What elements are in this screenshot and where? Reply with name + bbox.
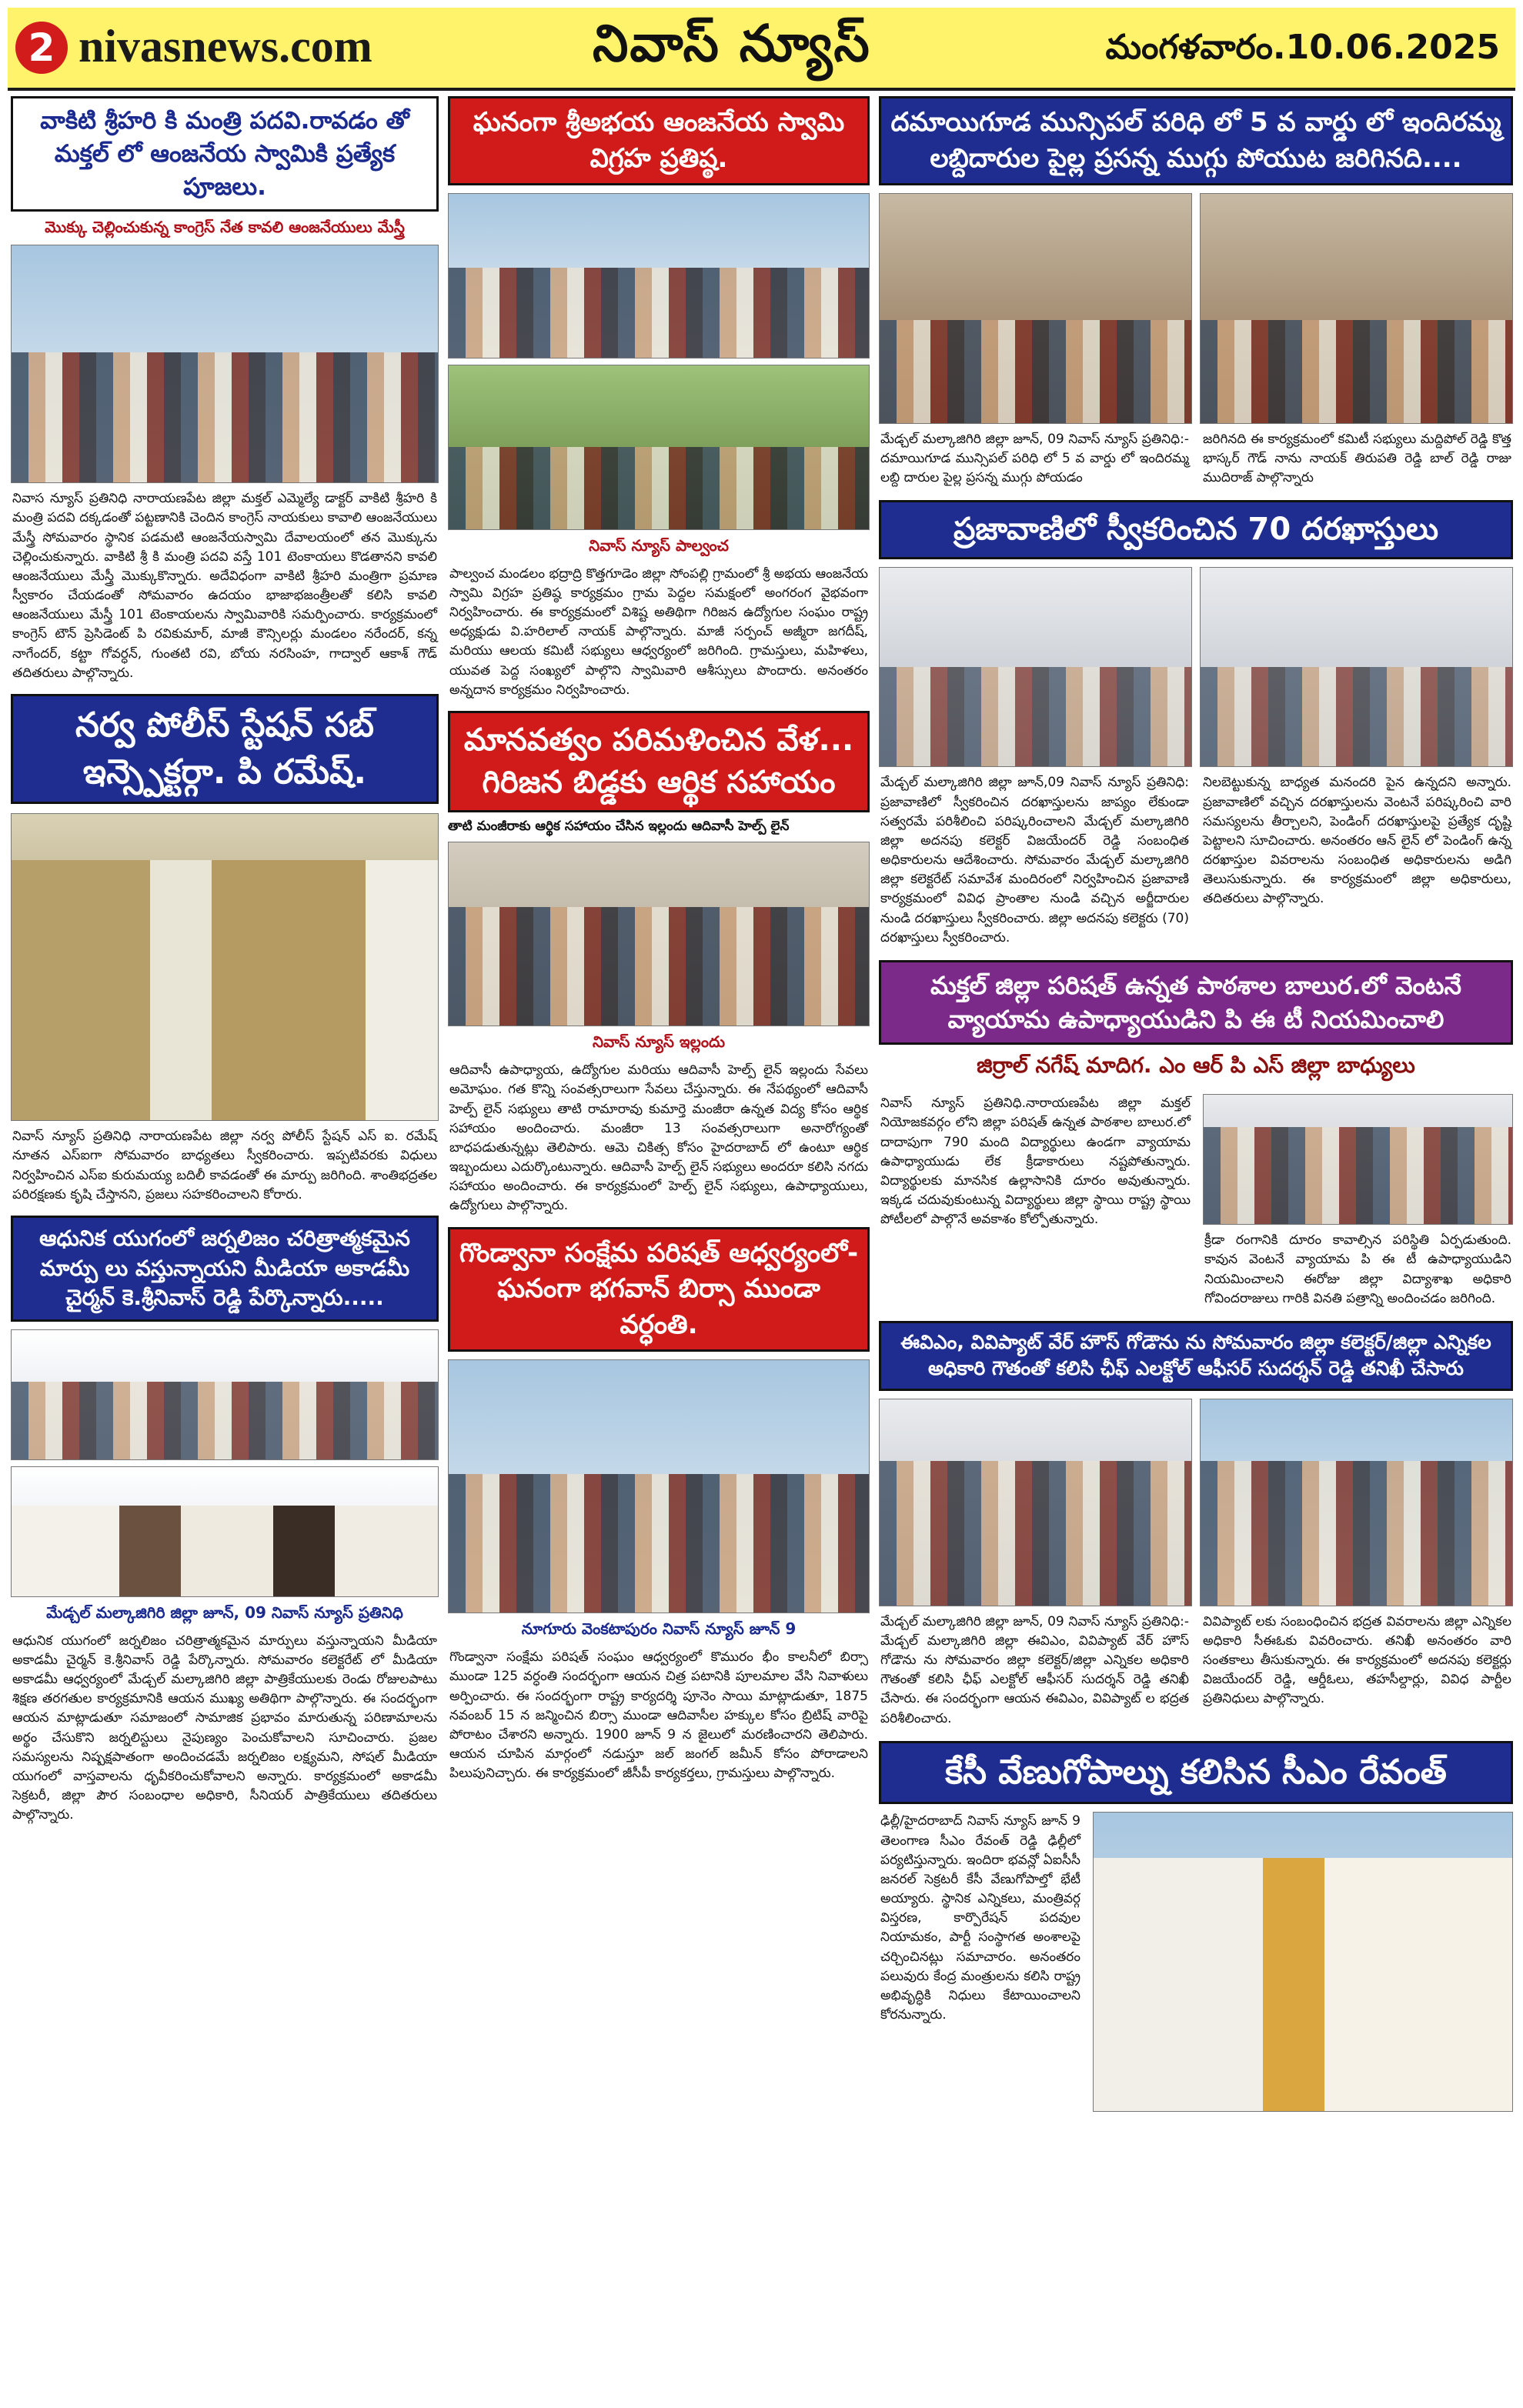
page-number: 2	[15, 22, 68, 74]
column-2	[448, 96, 870, 1791]
article-8-photo-1	[879, 567, 1192, 767]
article-9-body-right: క్రీడా రంగానికి దూరం కావాల్సిన పరిస్థితి ఏర్పడుతుంది. కావున వెంటనే వ్యాయామ పి ఈ టీ ఉపాధ్యాయుడిని నియమించాలని ఈరోజు జిల్లా విద్యాశాఖ అధికారి గోవిందరాజులు గారికి వినతి పత్రాన్ని అందించడం జరిగింది.	[1204, 1232, 1511, 1306]
article-7-body-left: మేడ్చల్ మల్కాజిగిరి జిల్లా జూన్, 09 నివాస్ న్యూస్ ప్రతినిధి:- దమాయిగూడ మున్సిపల్ పరిధి లో 5 వ వార్డు లో ఇందిరమ్మ లబ్ది దారుల పైల్ల ప్రసన్న ముగ్గు పోయడం	[880, 431, 1189, 486]
article-8-headline: ప్రజావాణిలో స్వీకరించిన 70 దరఖాస్తులు	[879, 500, 1513, 559]
article-10-photo-2	[1200, 1399, 1513, 1606]
article-11-body: ఢిల్లీ/హైదరాబాద్ నివాస్ న్యూస్ జూన్ 9 తెలంగాణ సీఎం రేవంత్ రెడ్డి ఢిల్లీలో పర్యటిస్తున్నారు. ఇందిరా భవన్లో ఏఐసీసీ జనరల్ సెక్రటరీ కేసీ వేణుగోపాల్తో భేటీ అయ్యారు. స్థానిక ఎన్నికలు, మంత్రివర్గ విస్తరణ, కార్పొరేషన్ పదవుల నియామకం, పార్టీ సంస్థాగత అంశాలపై చర్చించినట్లు సమాచారం. అనంతరం పలువురు కేంద్ర మంత్రులను కలిసి రాష్ట్ర అభివృద్ధికి నిధులు కేటాయించాలని కోరనున్నారు.	[880, 1813, 1080, 2023]
article-10-body-left: మేడ్చల్ మల్కాజిగిరి జిల్లా జూన్, 09 నివాస్ న్యూస్ ప్రతినిధి:- మేడ్చల్ మల్కాజిగిరి జిల్లా ఈవిఎం, వివిప్యాట్ వేర్ హౌస్ గోడౌను ను సోమవారం జిల్లా కలెక్టర్/జిల్లా ఎన్నికల అధికారి గౌతంతో కలిసి ఛీఫ్ ఎలక్టోల్ ఆఫీసర్ సుదర్శన్ రెడ్డి తనిఖీ చేసారు. ఈ సందర్భంగా ఆయన ఈవిఎం, వివిప్యాట్ ల భద్రత పరిశీలించారు.	[880, 1613, 1189, 1726]
article-10-photo-1	[879, 1399, 1192, 1606]
article-10-photos	[879, 1399, 1513, 1606]
article-7-photo-1	[879, 193, 1192, 424]
article-6-photo	[448, 1359, 870, 1613]
article-3-photo-1	[11, 1329, 439, 1460]
article-8-body-right: నిలబెట్టుకున్న బాధ్యత మనందరి పైన ఉన్నదని అన్నారు. ప్రజావాణిలో వచ్చిన దరఖాస్తులను వెంటనే పరిష్కరించి వారి సమస్యలను తీర్చాలని, పెండింగ్ దరఖాస్తులపై ప్రత్యేక దృష్టి పెట్టాలని సూచించారు. అనంతరం ఆన్ లైన్ లో పెండింగ్ ఉన్న దరఖాస్తుల వివరాలను సంబంధిత అధికారులను అడిగి తెలుసుకున్నారు. ఈ కార్యక్రమంలో జిల్లా అధికారులు, తదితరులు పాల్గొన్నారు.	[1203, 775, 1511, 907]
article-7-body-right: జరిగినది ఈ కార్యక్రమంలో కమిటీ సభ్యులు మద్దిపోల్ రెడ్డి కొత్త భాస్కర్ గౌడ్ నాను నాయక్ తిరుపతి రెడ్డి బాల్ రెడ్డి రాజు ముదిరాజ్ పాల్గొన్నారు	[1203, 431, 1511, 486]
article-4-body: పాల్వంచ మండలం భద్రాద్రి కొత్తగూడెం జిల్లా సోంపల్లి గ్రామంలో శ్రీ అభయ ఆంజనేయ స్వామి విగ్రహ ప్రతిష్ఠ కార్యక్రమం గ్రామ పెద్దల సమక్షంలో అంగరంగ వైభవంగా నిర్వహించారు. ఈ కార్యక్రమంలో విశిష్ట అతిథిగా గిరిజన ఉద్యోగుల సంఘం రాష్ట్ర అధ్యక్షుడు వి.హరిలాల్ నాయక్ పాల్గొన్నారు. మాజీ సర్పంచ్ అజ్మీరా జగదీష్, మరియు ఆలయ కమిటీ సభ్యులు ఆధ్వర్యంలో జరిగింది. గ్రామస్తులు, మహిళలు, యువత పెద్ద సంఖ్యలో పాల్గొని స్వామివారి ఆశీస్సులు పొందారు. అనంతరం అన్నదాన కార్యక్రమం నిర్వహించారు.	[449, 565, 868, 698]
article-7-photo-2	[1200, 193, 1513, 424]
article-1-caption: మొక్కు చెల్లించుకున్న కాంగ్రెస్ నేత కావలి ఆంజనేయులు మేస్త్రీ	[45, 218, 405, 237]
article-7-headline: దమాయిగూడ మున్సిపల్ పరిధి లో 5 వ వార్డు లో ఇందిరమ్మ లబ్దిదారుల పైల్ల ప్రసన్న ముగ్గు పోయుట జరిగినది....	[879, 96, 1513, 185]
article-6-caption: నూగూరు వెంకటాపురం నివాస్ న్యూస్ జూన్ 9	[521, 1619, 797, 1639]
issue-date: మంగళవారం.10.06.2025	[1105, 28, 1500, 67]
article-3-caption: మేడ్చల్ మల్కాజిగిరి జిల్లా జూన్, 09 నివాస్ న్యూస్ ప్రతినిధి	[46, 1603, 403, 1622]
article-8-photos	[879, 567, 1513, 767]
article-5-photo	[448, 842, 870, 1026]
article-11-photo	[1093, 1812, 1513, 2112]
article-1-photo	[11, 245, 439, 483]
article-5-headline: మానవత్వం పరిమళించిన వేళ... గిరిజన బిడ్డకు ఆర్థిక సహాయం	[448, 711, 870, 812]
article-10-headline: ఈవిఎం, వివిప్యాట్ వేర్ హౌస్ గోడౌను ను సోమవారం జిల్లా కలెక్టర్/జిల్లా ఎన్నికల అధికారి గౌతంతో కలిసి ఛీఫ్ ఎలక్టోల్ ఆఫీసర్ సుదర్శన్ రెడ్డి తనిఖీ చేసారు	[879, 1321, 1513, 1391]
article-2-headline: నర్వ పోలీస్ స్టేషన్ సబ్ ఇన్స్పెక్టర్గా. పి రమేష్.	[11, 694, 439, 804]
article-3-body: ఆధునిక యుగంలో జర్నలిజం చరిత్రాత్మకమైన మార్పులు వస్తున్నాయని మీడియా అకాడమీ చైర్మన్ కె.శ్రీనివాస్ రెడ్డి పేర్కొన్నారు. సోమవారం కలెక్టరేట్ లో మీడియా అకాడమీ ఆధ్వర్యంలో మేడ్చల్ మల్కాజిగిరి జిల్లా పాత్రికేయులకు రెండు రోజులపాటు శిక్షణ తరగతుల కార్యక్రమానికి ఆయన ముఖ్య అతిథిగా పాల్గొన్నారు. ఈ సందర్భంగా ఆయన మాట్లాడుతూ సమాజంలో సామాజిక ప్రభావం మారుతున్న పరిణామాలను అర్థం చేసుకొని జర్నలిస్టులు నైపుణ్యం పెంచుకోవాలని సూచించారు. ప్రజల సమస్యలను నిష్పక్షపాతంగా అందించడమే జర్నలిజం లక్ష్యమని, సోషల్ మీడియా యుగంలో వాస్తవాలను ధృవీకరించుకోవాలని అన్నారు. కార్యక్రమంలో అకాడమీ సెక్రటరీ, జిల్లా పౌర సంబంధాల అధికారి, సీనియర్ పాత్రికేయులు తదితరులు పాల్గొన్నారు.	[12, 1633, 437, 1823]
column-3	[879, 96, 1513, 2112]
article-8-photo-2	[1200, 567, 1513, 767]
article-6-headline: గొండ్వానా సంక్షేమ పరిషత్ ఆధ్వర్యంలో- ఘనంగా భగవాన్ బిర్సా ముండా వర్ధంతి.	[448, 1227, 870, 1352]
article-5-caption: తాటి మంజీరాకు ఆర్థిక సహాయం చేసిన ఇల్లందు ఆదివాసీ హెల్ప్ లైన్	[448, 819, 790, 835]
article-1-headline: వాకిటి శ్రీహరి కి మంత్రి పదవి.రావడం తో మక్తల్ లో ఆంజనేయ స్వామికి ప్రత్యేక పూజలు.	[11, 96, 439, 212]
article-5-dateline: నివాస్ న్యూస్ ఇల్లందు	[592, 1032, 726, 1052]
article-3-photo-2	[11, 1466, 439, 1597]
article-10-body-right: వివిప్యాట్ లకు సంబంధించిన భద్రత వివరాలను జిల్లా ఎన్నికల అధికారి సీఈఓకు వివరించారు. తనిఖీ అనంతరం వారి సంతకాలు తీసుకున్నారు. ఈ కార్యక్రమంలో అదనపు కలెక్టర్లు విజయేందర్ రెడ్డి, ఆర్డీఓలు, తహసీల్దార్లు, వివిధ పార్టీల ప్రతినిధులు పాల్గొన్నారు.	[1203, 1613, 1511, 1707]
article-9-headline: మక్తల్ జిల్లా పరిషత్ ఉన్నత పాఠశాల బాలుర.లో వెంటనే వ్యాయామ ఉపాధ్యాయుడిని పి ఈ టీ నియమించాలి	[879, 960, 1513, 1045]
article-7-photos	[879, 193, 1513, 424]
article-9-body-left: నివాస్ న్యూస్ ప్రతినిధి.నారాయణపేట జిల్లా మక్తల్ నియోజకవర్గం లోని జిల్లా పరిషత్ ఉన్నత పాఠశాల బాలుర.లో దాదాపుగా 790 మంది విద్యార్థులు ఉండగా వ్యాయామ ఉపాధ్యాయుడు లేక క్రీడాకారులు నష్టపోతున్నారు. విద్యార్థులకు మానసిక ఉల్లాసానికి దూరం అవుతున్నారు. ఇక్కడ చదువుకుంటున్న విద్యార్థులు జిల్లా స్థాయి రాష్ట్ర స్థాయి పోటీలలో పాల్గొనే అవకాశం కోల్పోతున్నారు.	[880, 1096, 1191, 1228]
article-4-photo-2	[448, 365, 870, 530]
article-4-headline: ఘనంగా శ్రీఅభయ ఆంజనేయ స్వామి విగ్రహ ప్రతిష్ఠ.	[448, 96, 870, 185]
article-9-photo	[1203, 1094, 1513, 1225]
article-9-subhead: జిర్రాల్ నగేష్ మాదిగ. ఎం ఆర్ పి ఎస్ జిల్లా బాధ్యులు	[977, 1052, 1415, 1079]
article-4-photo-1	[448, 193, 870, 359]
article-6-body: గొండ్వానా సంక్షేమ పరిషత్ సంఘం ఆధ్వర్యంలో కొమురం భీం కాలనీలో బిర్సా ముండా 125 వర్ధంతి సందర్భంగా ఆయన చిత్ర పటానికి పూలమాల వేసి నివాళులు అర్పించారు. ఈ సందర్భంగా రాష్ట్ర కార్యదర్శి పూనెం సాయి మాట్లాడుతూ, 1875 నవంబర్ 15 న జన్మించిన బిర్సా ముండా ఆదివాసీల హక్కుల కోసం బ్రిటిష్ వారిపై పోరాటం చేశారని అన్నారు. 1900 జూన్ 9 న జైలులో మరణించారని తెలిపారు. ఆయన చూపిన మార్గంలో నడుస్తూ జల్ జంగల్ జమీన్ కోసం పోరాడాలని పిలుపునిచ్చారు. ఈ కార్యక్రమంలో జీసీపీ కార్యకర్తలు, గ్రామస్తులు పాల్గొన్నారు.	[449, 1649, 868, 1782]
article-11-headline: కేసీ వేణుగోపాల్ను కలిసిన సీఎం రేవంత్	[879, 1741, 1513, 1805]
article-8-body-left: మేడ్చల్ మల్కాజిగిరి జిల్లా జూన్,09 నివాస్ న్యూస్ ప్రతినిధి: ప్రజావాణిలో స్వీకరించిన దరఖాస్తులను జాప్యం లేకుండా సత్వరమే పరిశీలించి పరిష్కరించాలని మేడ్చల్ మల్కాజిగిరి జిల్లా అదనపు కలెక్టర్ విజయేందర్ రెడ్డి సంబంధిత అధికారులను ఆదేశించారు. సోమవారం మేడ్చల్ మల్కాజిగిరి జిల్లా కలెక్టరేట్ సమావేశ మందిరంలో నిర్వహించిన ప్రజావాణి కార్యక్రమంలో వివిధ ప్రాంతాల నుండి వచ్చిన అర్జీదారుల నుండి దరఖాస్తులు స్వీకరించారు. జిల్లా అదనపు కలెక్టరు (70) దరఖాస్తులు స్వీకరించారు.	[880, 775, 1189, 946]
article-1-body: నివాస న్యూస్ ప్రతినిధి నారాయణపేట జిల్లా మక్తల్ ఎమ్మెల్యే డాక్టర్ వాకిటి శ్రీహరి కి మంత్రి పదవి దక్కడంతో పట్టణానికి చెందిన కాంగ్రెస్ నాయకులు కావాలి ఆంజనేయులు మేస్త్రీ సోమవారం స్థానిక పడమటి ఆంజనేయస్వామి దేవాలయంలో తన మొక్కును చెల్లించుకున్నారు. వాకిటి శ్రీ కి మంత్రి పదవి వస్తే 101 టెంకాయలు కొడతానని కావలి ఆంజనేయులు మేస్త్రీ మొక్కుకొన్నారు. అదేవిధంగా వాకిటి శ్రీహరి మంత్రిగా ప్రమాణ స్వీకారం చేయడంతో సోమవారం ఉదయం భాజాభజంత్రీలతో కలిసి కావలి ఆంజనేయులు మేస్త్రీ 101 టెంకాయలను స్వామివారికి సమర్పించారు. కార్యక్రమంలో కాంగ్రెస్ టౌన్ ప్రెసిడెంట్ పి రవికుమార్, మాజీ కౌన్సిలర్లు మండలం నరేందర్, కన్న నాగేందర్, కట్టా గోవర్ధన్, గుంతటి రవి, బోయ నరసింహ, గాద్వాల్ ఆకాశ్ గౌడ్ తదితరులు పాల్గొన్నారు.	[12, 491, 437, 681]
masthead	[8, 8, 1515, 91]
article-4-caption: నివాస్ న్యూస్ పాల్వంచ	[589, 535, 729, 555]
article-5-body: ఆదివాసీ ఉపాధ్యాయ, ఉద్యోగుల మరియు ఆదివాసీ హెల్ప్ లైన్ ఇల్లందు సేవలు అమోఘం. గత కొన్ని సంవత్సరాలుగా సేవలు చేస్తున్నారు. ఈ నేపథ్యంలో ఆదివాసీ హెల్ప్ లైన్ సభ్యులు తాటి రామారావు కుమార్తె మంజీరా ఉన్నత విద్య కోసం ఆర్థిక సహాయం అందించారు. మంజీరా 13 సంవత్సరాలుగా అనారోగ్యంతో బాధపడుతున్నట్లు తెలిపారు. ఆమె చికిత్స కోసం హైదరాబాద్ లో ఉంటూ ఆర్థిక ఇబ్బందులు ఎదుర్కొంటున్నారు. ఆదివాసీ హెల్ప్ లైన్ సభ్యులు అందరూ కలిసి నగదు సహాయం అందించారు. ఈ కార్యక్రమంలో హెల్ప్ లైన్ సభ్యులు, ఉపాధ్యాయులు, ఉద్యోగులు పాల్గొన్నారు.	[449, 1062, 868, 1214]
newspaper-brand: నివాస్ న్యూస్	[593, 14, 871, 73]
article-2-photo	[11, 813, 439, 1121]
site-name[interactable]: nivasnews.com	[78, 21, 372, 72]
article-2-body: నివాస్ న్యూస్ ప్రతినిధి నారాయణపేట జిల్లా నర్వ పోలీస్ స్టేషన్ ఎస్ ఐ. రమేష్ నూతన ఎస్ఐగా సోమవారం బాధ్యతలు స్వీకరించారు. ఇప్పటివరకు విధులు నిర్వహించిన ఎస్ఐ కురుమయ్య బదిలీ కావడంతో ఈ మార్పు జరిగింది. శాంతిభద్రతల పరిరక్షణకు కృషి చేస్తానని, ప్రజలు సహకరించాలని కోరారు.	[12, 1129, 437, 1202]
article-3-headline: ఆధునిక యుగంలో జర్నలిజం చరిత్రాత్మకమైన మార్పు లు వస్తున్నాయని మీడియా అకాడమీ చైర్మన్ కె.శ్రీనివాస్ రెడ్డి పేర్కొన్నారు.....	[11, 1216, 439, 1322]
column-1	[11, 96, 439, 1833]
